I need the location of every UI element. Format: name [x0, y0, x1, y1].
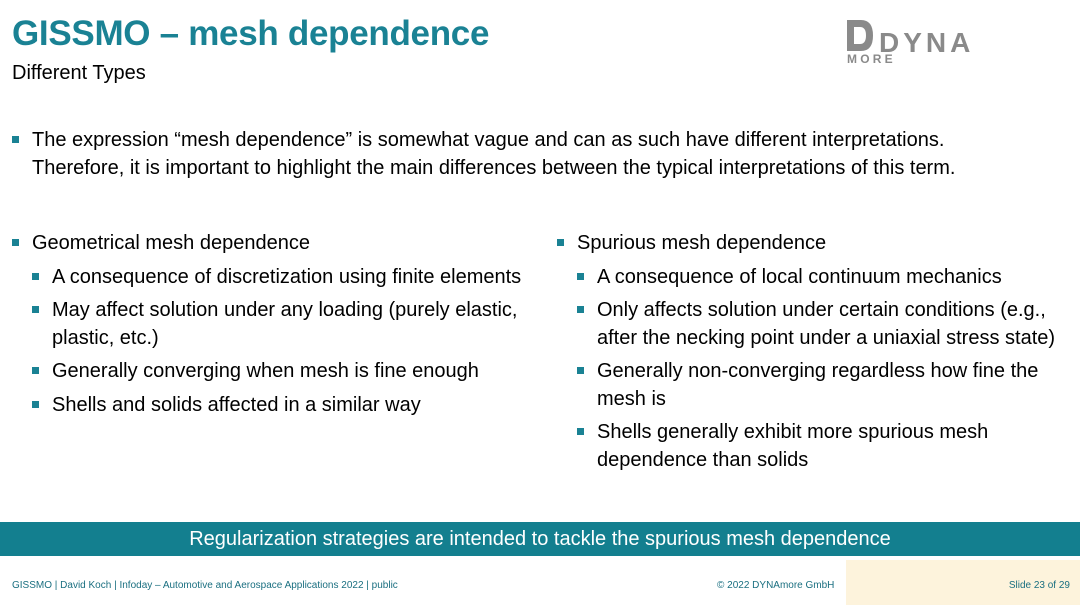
list-item-text: A consequence of discretization using finite elements	[52, 265, 522, 288]
list-item-text: Generally converging when mesh is fine enough	[52, 360, 479, 382]
slide-number: Slide 23 of 29	[1008, 580, 1070, 591]
logo-d-mark-icon	[847, 20, 873, 51]
conclusion-banner: Regularization strategies are intended to tackle the spurious mesh dependence	[0, 522, 1080, 556]
list-item-text: May affect solution under any loading (purely elastic, plastic, etc.)	[52, 299, 518, 349]
list-item-text: Only affects solution under certain conditions (e.g., after the necking point under a uniaxial stress state)	[597, 299, 1056, 349]
bullet-square-icon	[577, 367, 584, 374]
bullet-square-icon	[32, 306, 39, 313]
bullet-square-icon	[32, 367, 39, 374]
bullet-square-icon	[12, 239, 19, 246]
logo-word: DYNA	[879, 27, 975, 58]
list-item	[557, 419, 1067, 474]
dynamore-logo	[845, 18, 1025, 68]
bullet-square-icon	[32, 401, 39, 408]
list-item-text: A consequence of local continuum mechanics	[597, 265, 1002, 288]
list-item-text: Shells generally exhibit more spurious mesh dependence than solids	[597, 421, 989, 471]
list-item	[557, 358, 1067, 413]
bullet-square-icon	[577, 428, 584, 435]
list-item-text: Shells and solids affected in a similar way	[52, 393, 421, 416]
bullet-square-icon	[577, 306, 584, 313]
bullet-square-icon	[577, 273, 584, 280]
spurious-heading-bullet	[557, 230, 1067, 258]
slide-subtitle: Different Types	[12, 62, 146, 84]
geometrical-heading-bullet	[12, 230, 532, 258]
geometrical-column	[12, 230, 532, 425]
list-item	[557, 297, 1067, 352]
list-item	[12, 392, 532, 420]
intro-bullet	[12, 127, 1012, 182]
slide-title: GISSMO – mesh dependence	[12, 14, 490, 53]
list-item	[12, 358, 532, 386]
footer-copyright: © 2022 DYNAmore GmbH	[717, 580, 835, 591]
bullet-square-icon	[557, 239, 564, 246]
spurious-column	[557, 230, 1067, 480]
list-item	[12, 297, 532, 352]
logo-sub: MORE	[847, 52, 896, 66]
list-item-text: Generally non-converging regardless how fine the mesh is	[597, 360, 1039, 410]
footer-info: GISSMO | David Koch | Infoday – Automotive and Aerospace Applications 2022 | public	[12, 580, 398, 591]
intro-text: The expression “mesh dependence” is somewhat vague and can as such have different interpretations. Therefore, it is important to highlight the main differences between the typical interpretations of this term.	[32, 129, 956, 179]
bullet-square-icon	[12, 136, 19, 143]
geometrical-heading: Geometrical mesh dependence	[32, 232, 310, 254]
list-item	[12, 264, 532, 292]
list-item	[557, 264, 1067, 292]
bullet-square-icon	[32, 273, 39, 280]
spurious-heading: Spurious mesh dependence	[577, 232, 827, 254]
